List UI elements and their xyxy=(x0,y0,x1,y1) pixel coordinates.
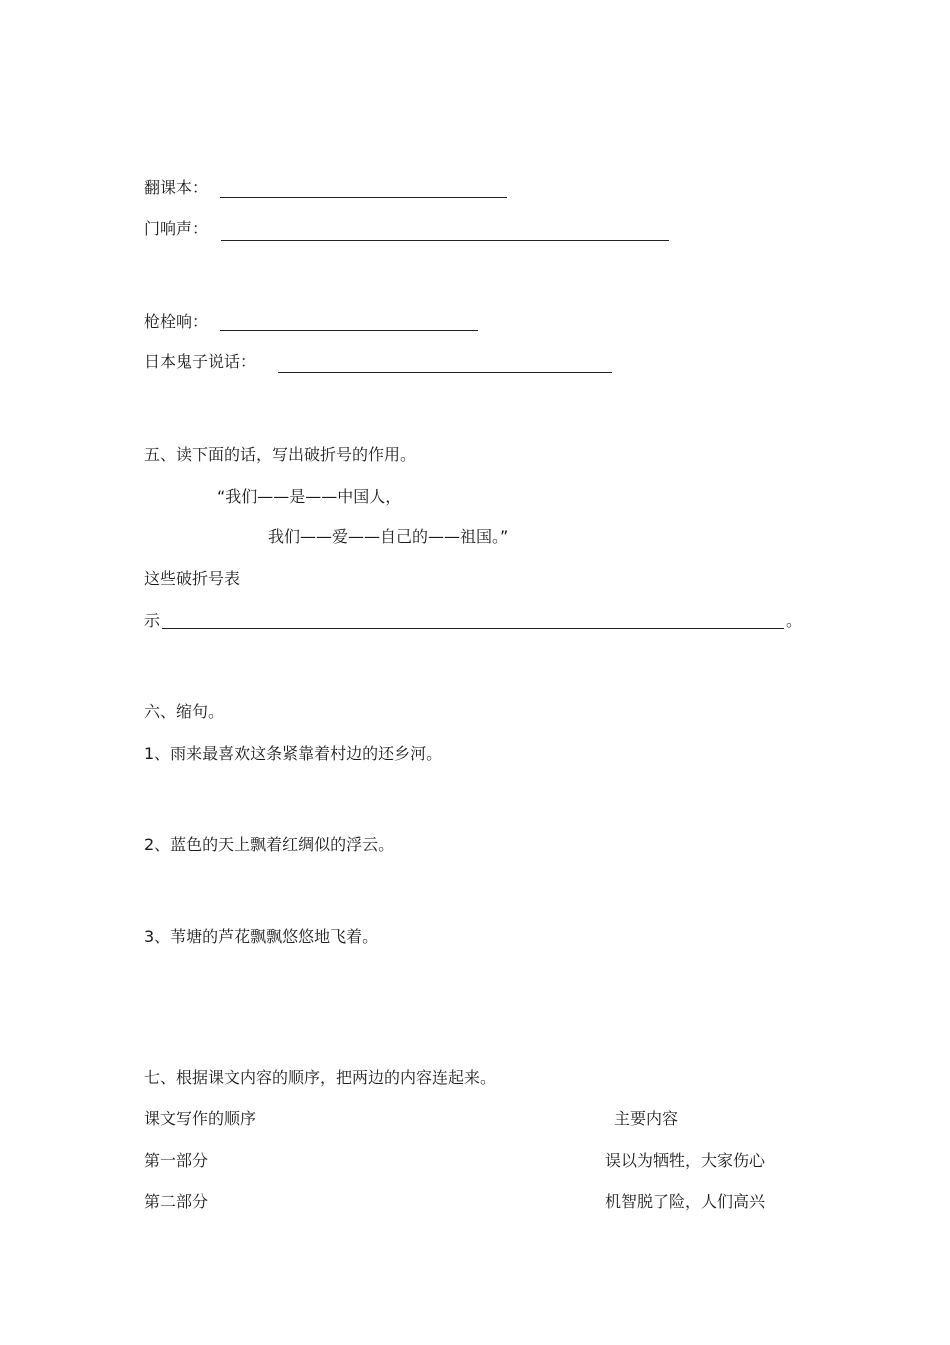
suoju-item-1: 1、雨来最喜欢这条紧靠着村边的还乡河。 xyxy=(144,744,443,763)
right-column-header: 主要内容 xyxy=(614,1109,679,1128)
answer-line-riben-guizi[interactable] xyxy=(278,372,612,373)
prompt-text: 这些破折号表 xyxy=(144,569,241,588)
right-item-2[interactable]: 机智脱了险，人们高兴 xyxy=(605,1192,766,1211)
answer-line-fan-keben[interactable] xyxy=(220,197,507,198)
answer-line-pozhehao[interactable] xyxy=(162,628,784,629)
answer-line-qiangshuan-xiang[interactable] xyxy=(220,330,478,331)
answer-line-men-xiangsheng[interactable] xyxy=(221,240,669,241)
section5-heading: 五、读下面的话，写出破折号的作用。 xyxy=(144,445,417,464)
section7-heading: 七、根据课文内容的顺序，把两边的内容连起来。 xyxy=(144,1068,497,1087)
prompt-text-cont: 示 xyxy=(144,611,161,630)
suoju-item-2: 2、蓝色的天上飘着红绸似的浮云。 xyxy=(144,835,395,854)
suoju-item-3: 3、苇塘的芦花飘飘悠悠地飞着。 xyxy=(144,927,379,946)
label-riben-guizi: 日本鬼子说话： xyxy=(144,352,257,371)
right-item-1[interactable]: 误以为牺牲，大家伤心 xyxy=(605,1151,766,1170)
left-item-2[interactable]: 第二部分 xyxy=(144,1192,209,1211)
quote-line-1: “我们——是——中国人， xyxy=(217,487,402,506)
label-fan-keben: 翻课本： xyxy=(144,178,209,197)
left-column-header: 课文写作的顺序 xyxy=(144,1109,257,1128)
quote-line-2: 我们——爱——自己的——祖国。” xyxy=(268,527,509,546)
left-item-1[interactable]: 第一部分 xyxy=(144,1151,209,1170)
label-men-xiangsheng: 门响声： xyxy=(144,219,209,238)
label-qiangshuan-xiang: 枪栓响： xyxy=(144,312,209,331)
section6-heading: 六、缩句。 xyxy=(144,702,225,721)
end-period: 。 xyxy=(786,611,803,630)
